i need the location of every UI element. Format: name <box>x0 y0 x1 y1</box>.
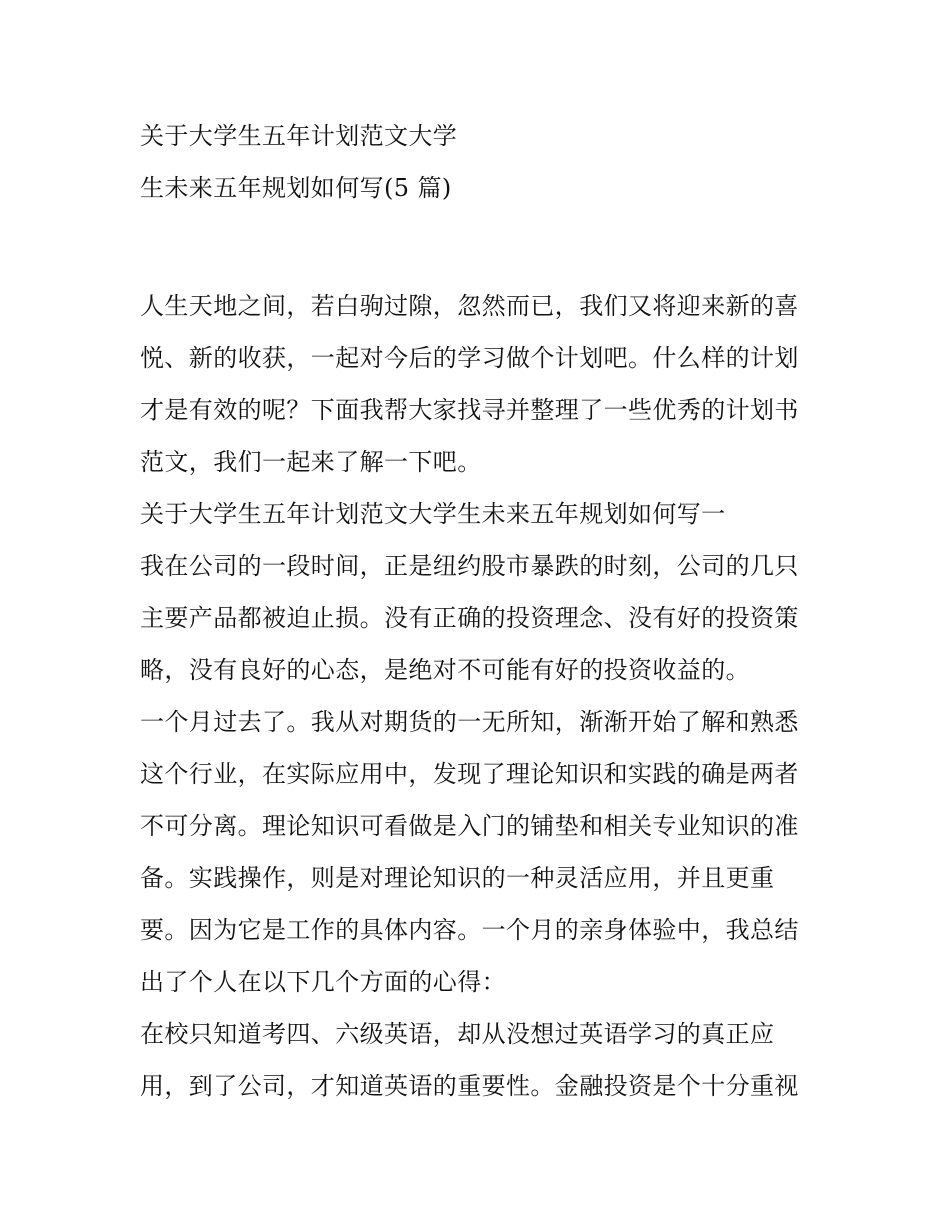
body-line: 这个行业，在实际应用中，发现了理论知识和实践的确是两者 <box>140 760 799 788</box>
body-line: 出了个人在以下几个方面的心得： <box>140 968 506 996</box>
title-line: 生未来五年规划如何写(5 篇) <box>140 174 452 202</box>
body-line: 用，到了公司，才知道英语的重要性。金融投资是个十分重视 <box>140 1072 799 1100</box>
title-line: 关于大学生五年计划范文大学 <box>140 122 458 150</box>
body-line: 要。因为它是工作的具体内容。一个月的亲身体验中，我总结 <box>140 916 799 944</box>
body-line: 悦、新的收获，一起对今后的学习做个计划吧。什么样的计划 <box>140 344 799 372</box>
body-line: 主要产品都被迫止损。没有正确的投资理念、没有好的投资策 <box>140 604 799 632</box>
body-line: 不可分离。理论知识可看做是入门的铺垫和相关专业知识的准 <box>140 812 799 840</box>
body-line: 人生天地之间，若白驹过隙，忽然而已，我们又将迎来新的喜 <box>140 292 799 320</box>
document-title <box>140 110 820 214</box>
body-line: 略，没有良好的心态，是绝对不可能有好的投资收益的。 <box>140 656 750 684</box>
section-heading: 关于大学生五年计划范文大学生未来五年规划如何写一 <box>140 500 726 528</box>
body-line: 范文，我们一起来了解一下吧。 <box>140 448 482 476</box>
document-body <box>140 280 820 1112</box>
body-line: 我在公司的一段时间，正是纽约股市暴跌的时刻，公司的几只 <box>140 552 799 580</box>
body-line: 在校只知道考四、六级英语，却从没想过英语学习的真正应 <box>140 1020 775 1048</box>
body-line: 一个月过去了。我从对期货的一无所知，渐渐开始了解和熟悉 <box>140 708 799 736</box>
body-line: 才是有效的呢？下面我帮大家找寻并整理了一些优秀的计划书 <box>140 396 799 424</box>
body-line: 备。实践操作，则是对理论知识的一种灵活应用，并且更重 <box>140 864 775 892</box>
